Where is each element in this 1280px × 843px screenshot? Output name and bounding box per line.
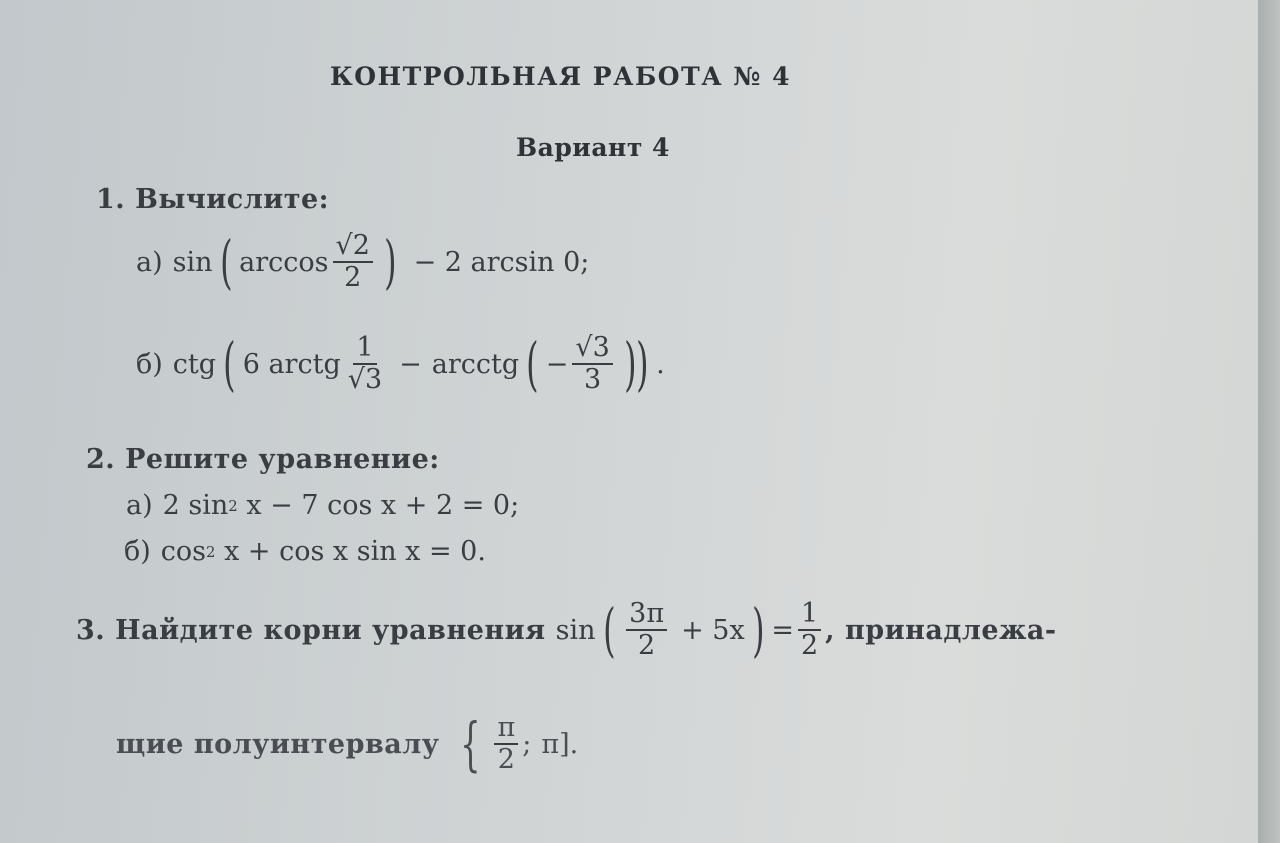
document-title: КОНТРОЛЬНАЯ РАБОТА № 4 [330, 62, 792, 91]
task1b-fraction [345, 334, 385, 395]
task1b-coef: 6 arctg [242, 348, 341, 380]
frac-numerator: √2 [333, 232, 373, 263]
frac-numerator: 1 [798, 600, 821, 631]
task2b-pre: cos [160, 536, 207, 567]
paren-open: ( [602, 596, 616, 665]
interval-sep: ; [522, 728, 532, 760]
task1-a [136, 228, 590, 297]
task3-line1 [76, 596, 1057, 665]
frac-denominator: 2 [638, 630, 656, 662]
frac-denominator: 3 [584, 364, 602, 396]
paren-open: ( [219, 228, 233, 297]
task1a-fraction [333, 232, 373, 293]
frac-denominator: 2 [497, 744, 515, 776]
task1b-neg: − [545, 348, 569, 380]
task2-a: а) 2 sin 2 x − 7 cos x + 2 = 0; [126, 490, 520, 521]
interval-brace: { [459, 710, 481, 779]
frac-denominator: 2 [800, 630, 819, 662]
task2-b: б) cos 2 x + cos x sin x = 0. [124, 536, 486, 567]
frac-numerator: 1 [353, 334, 376, 365]
task3-heading: 3. Найдите корни уравнения [76, 614, 546, 646]
task1b-label: б) [136, 348, 163, 380]
task3-fn: sin [555, 614, 596, 646]
task3-plus: + 5x [681, 614, 745, 646]
task1a-fn: sin [172, 246, 213, 278]
task1b-fraction2 [572, 334, 612, 395]
task2a-post: x − 7 cos x + 2 = 0; [237, 490, 520, 521]
frac-denominator: √3 [347, 364, 383, 396]
task1a-inner-fn: arccos [239, 246, 329, 278]
frac-numerator: π [494, 714, 518, 745]
task2b-post: x + cos x sin x = 0. [215, 536, 486, 567]
task3-continuation: , принадлежа- [825, 614, 1057, 646]
frac-numerator: √3 [572, 334, 612, 365]
task2b-label: б) [124, 536, 151, 567]
task1b-fn: ctg [172, 348, 217, 380]
frac-denominator: 2 [344, 262, 362, 294]
variant-heading: Вариант 4 [516, 133, 670, 162]
task3-line2 [116, 710, 579, 779]
task3-fraction [626, 600, 667, 661]
task2-heading: 2. Решите уравнение: [86, 444, 440, 475]
task1a-tail: − 2 arcsin 0; [413, 246, 590, 278]
task3-rhs-fraction [798, 600, 821, 661]
task1b-end: . [656, 348, 665, 380]
paren-open-inner: ( [526, 330, 539, 399]
page-edge [1258, 0, 1280, 843]
interval-close: ]. [559, 728, 579, 760]
paren-close: ) [384, 228, 397, 297]
task1b-minus: − [399, 348, 422, 380]
interval-end: π [541, 728, 560, 760]
frac-numerator: 3π [626, 600, 667, 631]
paren-close-inner: ) [623, 330, 637, 399]
paren-open: ( [223, 330, 236, 399]
task2a-label: а) [126, 490, 153, 521]
task2a-pre: 2 sin [162, 490, 229, 521]
paren-close: ) [751, 596, 765, 665]
task3-eq: = [771, 614, 794, 646]
task1a-label: а) [136, 246, 163, 278]
interval-fraction [494, 714, 518, 775]
task1b-fn2: arcctg [431, 348, 520, 380]
task3-line2-text: щие полуинтервалу [116, 728, 440, 760]
paren-close: ) [636, 330, 649, 399]
task1-heading: 1. Вычислите: [96, 184, 330, 215]
task1-b [136, 330, 665, 399]
